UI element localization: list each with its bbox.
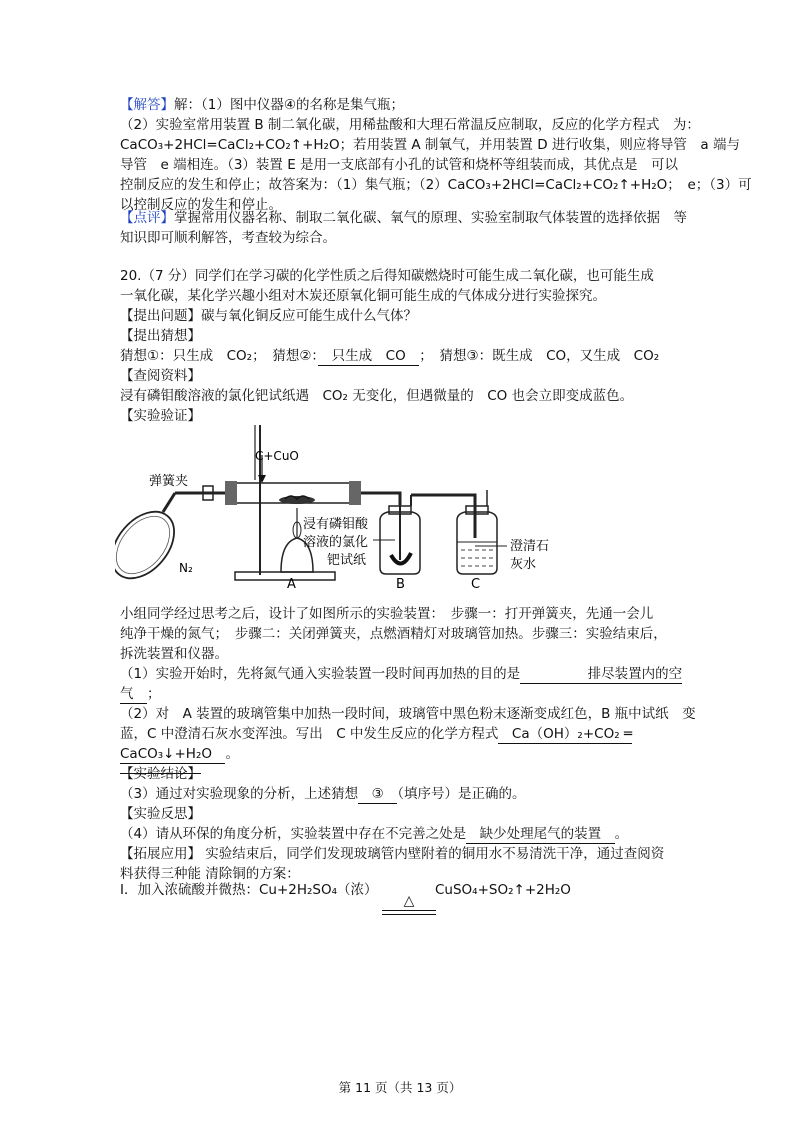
answer-line-2: （2）实验室常用装置 B 制二氧化碳，用稀盐酸和大理石常温反应制取，反应的化学方程式 为： [120,117,700,133]
label-lime-2: 灰水 [510,557,537,572]
q2-answer-part-1: Ca（OH）₂+CO₂ ═ [498,726,633,742]
answer-text: 解：（1）图中仪器④的名称是集气瓶； [174,97,404,113]
hypothesis-line: 猜想①：只生成 CO₂； 猜想②： 只生成 CO ； 猜想③：既生成 CO，又生成 CO₂ [120,348,660,364]
hypothesis-heading: 【提出猜想】 [120,328,201,344]
steps-line-2: 纯净干燥的氮气； 步骤二：关闭弹簧夹，点燃酒精灯对玻璃管加热。步骤三：实验结束后， [120,626,667,642]
q1-line-1: （1）实验开始时，先将氮气通入实验装置一段时间再加热的目的是 排尽装置内的空 [120,666,683,682]
q2-line-2: 蓝，C 中澄清石灰水变浑浊。写出 C 中发生反应的化学方程式 Ca（OH）₂+CO₂ ═ [120,726,633,742]
reference-line: 浸有磷钼酸溶液的氯化钯试纸遇 CO₂ 无变化，但遇微量的 CO 也会立即变成蓝色。 [120,388,634,404]
comment-line-2: 知识即可顺利解答，考查较为综合。 [120,230,336,246]
comment-tag: 【点评】 [120,210,174,226]
stopper-right [349,481,361,505]
extension-line-1: 【拓展应用】 实验结束后，同学们发现玻璃管内壁附着的铜用水不易清洗干净，通过查阅资 [120,846,665,862]
comment-line-1 [120,208,690,228]
problem-line: 【提出问题】碳与氧化铜反应可能生成什么气体？ [120,308,417,324]
q3-line: （3）通过对实验现象的分析，上述猜想 ③ （填序号）是正确的。 [120,786,526,802]
page-footer: 第 11 页（共 13 页） [338,1080,462,1095]
label-reactants: C+CuO [255,449,299,463]
bottle-c [457,512,497,574]
q1-line-2: 气 ； [120,686,161,702]
verify-heading: 【实验验证】 [120,408,201,424]
answer-line-6: 以控制反应的发生和停止。 [120,197,282,213]
reflection-heading: 【实验反思】 [120,806,201,822]
stopper-left [225,481,237,505]
conclusion-heading: 【实验结论】 [120,766,201,782]
steps-line-3: 拆洗装置和仪器。 [120,646,228,662]
label-c: C [471,577,481,590]
q2-line-3: CaCO₃↓+H₂O 。 [120,746,239,762]
label-b: B [396,577,405,590]
q2-line-1: （2）对 A 装置的玻璃管集中加热一段时间，玻璃管中黑色粉末逐渐变成红色，B 瓶中试纸 变 [120,706,696,722]
option-1-products: CuSO₄+SO₂↑+2H₂O [435,882,571,898]
stand-base [235,572,335,580]
nitrogen-bag [115,500,187,590]
answer-line-3: CaCO₃+2HCl=CaCl₂+CO₂↑+H₂O；若用装置 A 制氧气，并用装置 D 进行收集，则应将导管 a 端与 [120,137,740,153]
q4-answer: 缺少处理尾气的装置 [466,826,615,842]
q3-answer: ③ [358,786,398,802]
q2-answer-part-2: CaCO₃↓+H₂O [120,746,226,762]
reference-heading: 【查阅资料】 [120,368,201,384]
steps-line-1: 小组同学经过思考之后，设计了如图所示的实验装置： 步骤一：打开弹簧夹，先通一会儿 [120,606,654,622]
answer-line-5: 控制反应的发生和停止；故答案为：（1）集气瓶；（2）CaCO₃+2HCl=CaCl₂+CO₂↑+H₂O； e；（3）可 [120,177,752,193]
label-paper-3: 钯试纸 [327,553,367,568]
label-paper-2: 溶液的氯化 [303,535,369,550]
label-clip: 弹簧夹 [149,474,189,489]
hypothesis-answer: 只生成 CO [318,348,420,364]
q20-line-2: 一氧化碳，某化学兴趣小组对木炭还原氧化铜可能生成的气体成分进行实验探究。 [120,288,606,304]
q20-line-1: 20.（7 分）同学们在学习碳的化学性质之后得知碳燃烧时可能生成二氧化碳，也可能生成 [120,268,654,284]
q4-line: （4）请从环保的角度分析，实验装置中存在不完善之处是 缺少处理尾气的装置 。 [120,826,629,842]
heat-symbol: △ [382,893,436,915]
answer-line-4: 导管 e 端相连。（3）装置 E 是用一支底部有小孔的试管和烧杯等组装而成，其优点是 可以 [120,157,679,173]
q1-answer-part-1: 排尽装置内的空 [520,666,683,682]
apparatus-figure [115,420,555,590]
q1-answer-part-2: 气 [120,686,147,702]
option-1-line: Ⅰ．加入浓硫酸并微热：Cu+2H₂SO₄（浓） CuSO₄+SO₂↑+2H₂O [120,882,571,898]
label-paper-1: 浸有磷钼酸 [303,517,369,532]
answer-tag: 【解答】 [120,97,174,113]
label-n2: N₂ [179,561,193,575]
label-lime-1: 澄清石 [510,539,550,554]
label-a: A [287,577,296,590]
comment-text: 掌握常用仪器名称、制取二氧化碳、氧气的原理、实验室制取气体装置的选择依据 等 [174,210,687,226]
extension-line-2: 料获得三种能 清除铜的方案： [120,866,300,882]
answer-line-1 [120,95,690,115]
